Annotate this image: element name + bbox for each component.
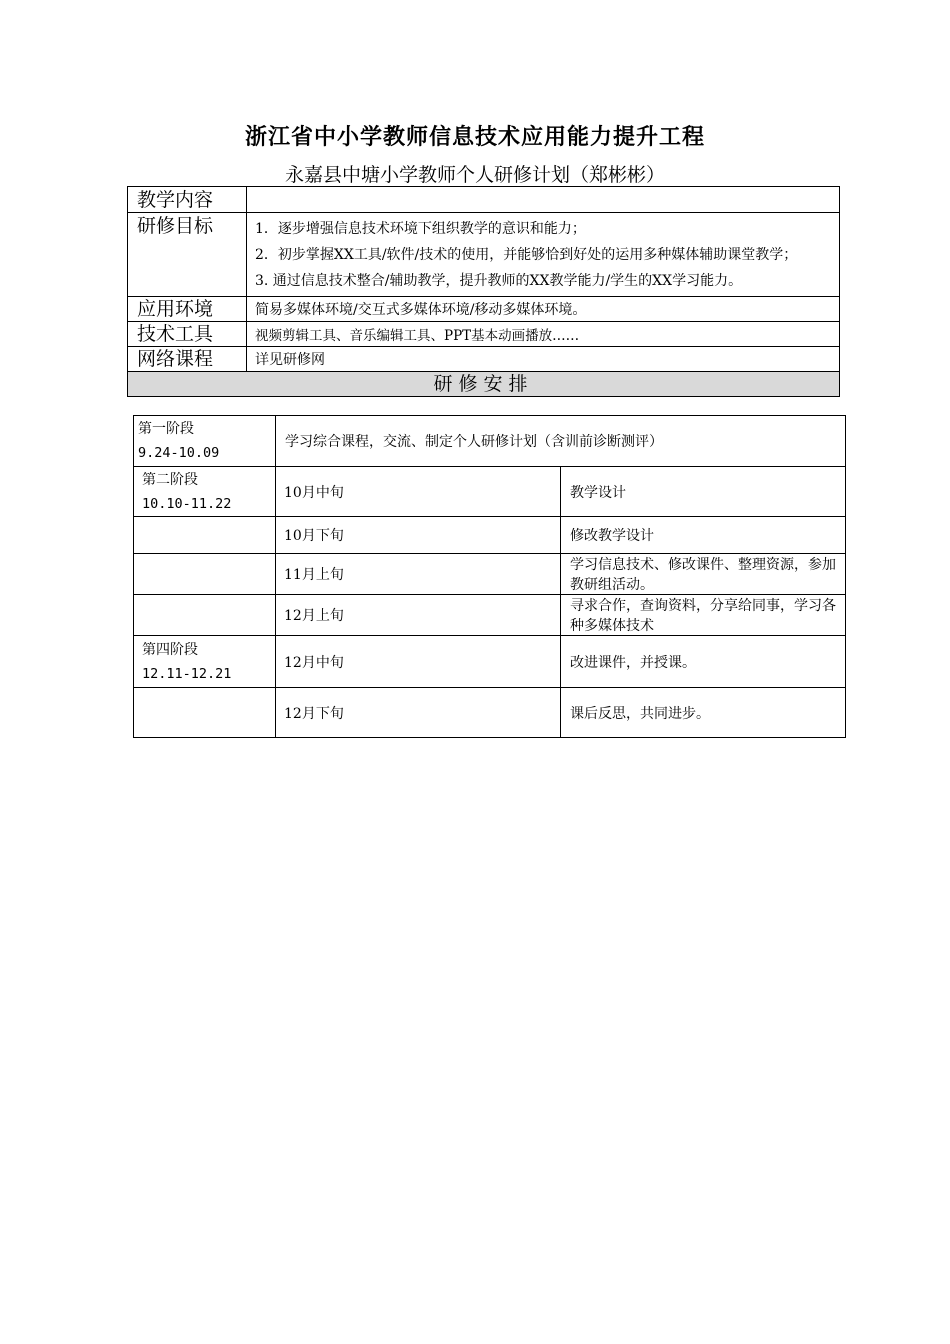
value-tools: 视频剪辑工具、音乐编辑工具、PPT基本动画播放…… <box>247 322 840 347</box>
goals-cell <box>247 213 840 297</box>
label-teaching-content: 教学内容 <box>128 187 247 213</box>
period-cell: 12月下旬 <box>276 688 561 738</box>
row-goals <box>128 213 840 297</box>
schedule-row <box>134 636 846 688</box>
stage-cell <box>134 416 276 467</box>
goal-item-2: 2．初步掌握XX工具/软件/技术的使用，并能够恰到好处的运用多种媒体辅助课堂教学； <box>255 247 798 263</box>
period-cell: 10月中旬 <box>276 467 561 517</box>
schedule-row <box>134 554 846 595</box>
stage-cell <box>134 688 276 738</box>
schedule-row <box>134 416 846 467</box>
stage-cell <box>134 517 276 554</box>
label-tools: 技术工具 <box>128 322 247 347</box>
schedule-row <box>134 595 846 636</box>
info-table <box>127 186 840 397</box>
schedule-table <box>133 415 846 738</box>
task-cell: 寻求合作，查询资料，分享给同事，学习各种多媒体技术 <box>561 595 846 636</box>
task-cell: 修改教学设计 <box>561 517 846 554</box>
period-cell: 12月中旬 <box>276 636 561 688</box>
document-title: 浙江省中小学教师信息技术应用能力提升工程 <box>244 124 705 150</box>
row-teaching-content <box>128 187 840 213</box>
goal-item-3: 3. 通过信息技术整合/辅助教学，提升教师的XX教学能力/学生的XX学习能力。 <box>255 273 743 289</box>
task-cell: 课后反思，共同进步。 <box>561 688 846 738</box>
stage-name: 第二阶段 <box>142 471 198 488</box>
stage-dates: 9.24-10.09 <box>138 445 220 461</box>
task-cell: 学习信息技术、修改课件、整理资源，参加教研组活动。 <box>561 554 846 595</box>
schedule-row <box>134 517 846 554</box>
row-plan-header <box>128 372 840 397</box>
task-cell: 学习综合课程，交流、制定个人研修计划（含训前诊断测评） <box>276 416 846 467</box>
task-cell: 教学设计 <box>561 467 846 517</box>
stage-name: 第一阶段 <box>138 421 194 437</box>
task-cell: 改进课件，并授课。 <box>561 636 846 688</box>
value-online-course: 详见研修网 <box>247 347 840 372</box>
plan-header: 研修安排 <box>128 372 840 397</box>
stage-cell <box>134 636 276 688</box>
value-environment: 简易多媒体环境/交互式多媒体环境/移动多媒体环境。 <box>247 297 840 322</box>
label-goals: 研修目标 <box>128 213 247 297</box>
schedule-row <box>134 688 846 738</box>
goal-item-1: 1．逐步增强信息技术环境下组织教学的意识和能力； <box>255 221 586 237</box>
label-environment: 应用环境 <box>128 297 247 322</box>
period-cell: 11月上旬 <box>276 554 561 595</box>
stage-cell <box>134 595 276 636</box>
stage-cell <box>134 554 276 595</box>
period-cell: 12月上旬 <box>276 595 561 636</box>
schedule-row <box>134 467 846 517</box>
row-tools <box>128 322 840 347</box>
stage-name: 第四阶段 <box>142 641 198 658</box>
row-online-course <box>128 347 840 372</box>
row-environment <box>128 297 840 322</box>
stage-dates: 10.10-11.22 <box>142 495 232 512</box>
stage-cell <box>134 467 276 517</box>
value-teaching-content <box>247 187 840 213</box>
document-subtitle: 永嘉县中塘小学教师个人研修计划（郑彬彬） <box>284 164 665 186</box>
period-cell: 10月下旬 <box>276 517 561 554</box>
stage-dates: 12.11-12.21 <box>142 665 232 682</box>
label-online-course: 网络课程 <box>128 347 247 372</box>
